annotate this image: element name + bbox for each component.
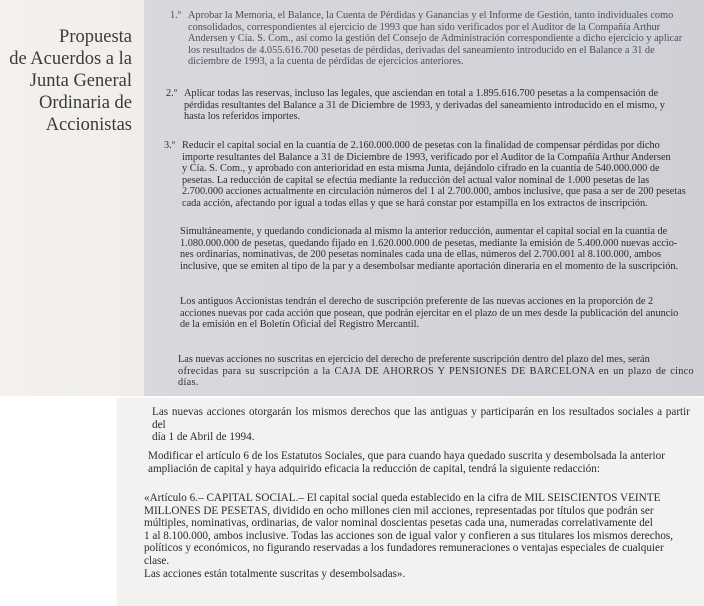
text-line: cada acción, afectando por igual a todas ellas y que se hará constar por estampilla en los extractos de inscripción. [182, 197, 648, 209]
text-line: importe resultantes del Balance a 31 de Diciembre de 1993, verificado por el Auditor de la Compañía Arthur Andersen [182, 151, 671, 163]
text-line: 2.700.000 acciones actualmente en circulación números del 1 al 2.700.000, ambos inclusive, que pasa a ser de 200 pesetas [182, 186, 686, 197]
text-line: 1.080.000.000 de pesetas, quedando fijado en 1.620.000.000 de pesetas, mediante la emisión de 5.400.000 nuevas accio- [180, 237, 678, 249]
text-line: Reducir el capital social en la cuantía de 2.160.000.000 de pesetas con la finalidad de compensar pérdidas por dicho [182, 140, 660, 151]
text-line: consolidados, correspondientes al ejercicio de 1993 que han sido verificados por el Auditor de la Compañía Arthur [188, 21, 661, 33]
text-line: múltiples, nominativas, ordinarias, de valor nominal doscientas pesetas cada una, numeradas correlativamente del [144, 517, 653, 530]
text-line: políticos y económicos, no figurando reservadas a los fundadores remuneraciones o ventajas especiales de cualquier [144, 542, 664, 555]
section-title-line: Propuesta [59, 27, 132, 47]
text-line: Las nuevas acciones no suscritas en ejercicio del derecho de preferente suscripción dentro del plazo del mes, serán [178, 354, 650, 365]
agreement-number: 2.º [166, 88, 177, 99]
text-line: diciembre de 1993, a la cuenta de pérdidas de ejercicios anteriores. [188, 56, 464, 67]
agreement-item-1 [170, 10, 690, 68]
paragraph-capital-increase [180, 226, 690, 272]
agreement-number: 3.º [164, 140, 175, 151]
paragraph-new-shares-rights [152, 406, 690, 444]
agreement-item-2 [166, 88, 690, 123]
text-line: Modificar el artículo 6 de los Estatutos Sociales, que para cuando haya quedado suscrita y desembolsada la anterior [148, 450, 665, 462]
paragraph-unsubscribed-shares [178, 354, 694, 389]
text-line: Las nuevas acciones otorgarán los mismos derechos que las antiguas y participarán en los resultados sociales a partir del [152, 406, 690, 431]
text-line: y Cía. S. Com., y aprobado con anterioridad en esta misma Junta, dejándolo cifrado en la cuantía de 540.000.000 de [182, 163, 660, 174]
text-line: Andersen y Cía. S. Com., así como la gestión del Consejo de Administración correspondiente a dicho ejercicio y aplicar [188, 33, 683, 44]
agreement-number: 1.º [170, 10, 181, 21]
paragraph-article-modification [148, 450, 688, 475]
document-page-bottom [118, 398, 704, 606]
section-title-line: Accionistas [45, 115, 132, 135]
text-line: Aprobar la Memoria, el Balance, la Cuenta de Pérdidas y Ganancias y el Informe de Gestión, tanto individuales como [188, 10, 674, 21]
text-line: pérdidas resultantes del Balance a 31 de Diciembre de 1993, y derivadas del saneamiento introducido en el mismo, y [184, 99, 665, 111]
text-line: 1 al 8.100.000, ambos inclusive. Todas las acciones son de igual valor y confieren a sus titulares los mismos derechos, [144, 529, 674, 542]
section-title-line: Junta General [29, 71, 132, 91]
text-line: ampliación de capital y haya adquirido eficacia la reducción de capital, tendrá la siguiente redacción: [148, 462, 600, 475]
text-line: acciones nuevas por cada acción que posean, que podrán ejercitar en el plazo de un mes desde la publicación del anuncio [180, 307, 679, 319]
text-line: Aplicar todas las reservas, incluso las legales, que asciendan en total a 1.895.616.700 pesetas a la compensación de [184, 88, 659, 99]
section-title-line: Ordinaria de [39, 93, 132, 113]
text-line: clase. [144, 554, 170, 567]
text-line: Las acciones están totalmente suscritas y desembolsadas». [144, 567, 406, 580]
text-line: Simultáneamente, y quedando condicionada al mismo la anterior reducción, aumentar el capital social en la cuantía de [180, 226, 668, 237]
text-line: ofrecidas para su suscripción a la CAJA DE AHORROS Y PENSIONES DE BARCELONA en un plazo de cinco días. [178, 365, 694, 388]
section-title-line: de Acuerdos a la [9, 49, 132, 69]
text-line: nes ordinarias, nominativas, de 200 pesetas nominales cada una de ellas, números del 2.700.001 al 8.100.000, ambos [180, 249, 661, 260]
text-line: día 1 de Abril de 1994. [152, 431, 255, 444]
agreement-item-3 [164, 140, 690, 209]
text-line: «Artículo 6.– CAPITAL SOCIAL.– El capital social queda establecido en la cifra de MIL SEISCIENTOS VEINTE [144, 492, 661, 504]
paragraph-article-6 [144, 492, 696, 580]
text-line: pesetas. La reducción de capital se efectúa mediante la reducción del actual valor nominal de 1.000 pesetas de las [182, 174, 650, 186]
paragraph-preferential-rights [180, 296, 692, 331]
text-line: de la emisión en el Boletín Oficial del Registro Mercantil. [180, 319, 420, 330]
text-line: Los antiguos Accionistas tendrán el derecho de suscripción preferente de las nuevas acciones en la proporción de 2 [180, 296, 654, 307]
text-line: inclusive, que se emiten al tipo de la par y a desembolsar mediante aportación dineraria en el momento de la suscripción. [180, 260, 679, 272]
text-line: los resultados de 4.055.616.700 pesetas de pérdidas, derivadas del saneamiento introducido en el Balance a 31 de [188, 44, 655, 56]
text-line: hasta los referidos importes. [184, 111, 301, 122]
text-line: MILLONES DE PESETAS, dividido en ocho millones cien mil acciones, representadas por títulos que podrán ser [144, 504, 654, 517]
section-title [0, 26, 132, 136]
agreements-panel [144, 0, 704, 396]
